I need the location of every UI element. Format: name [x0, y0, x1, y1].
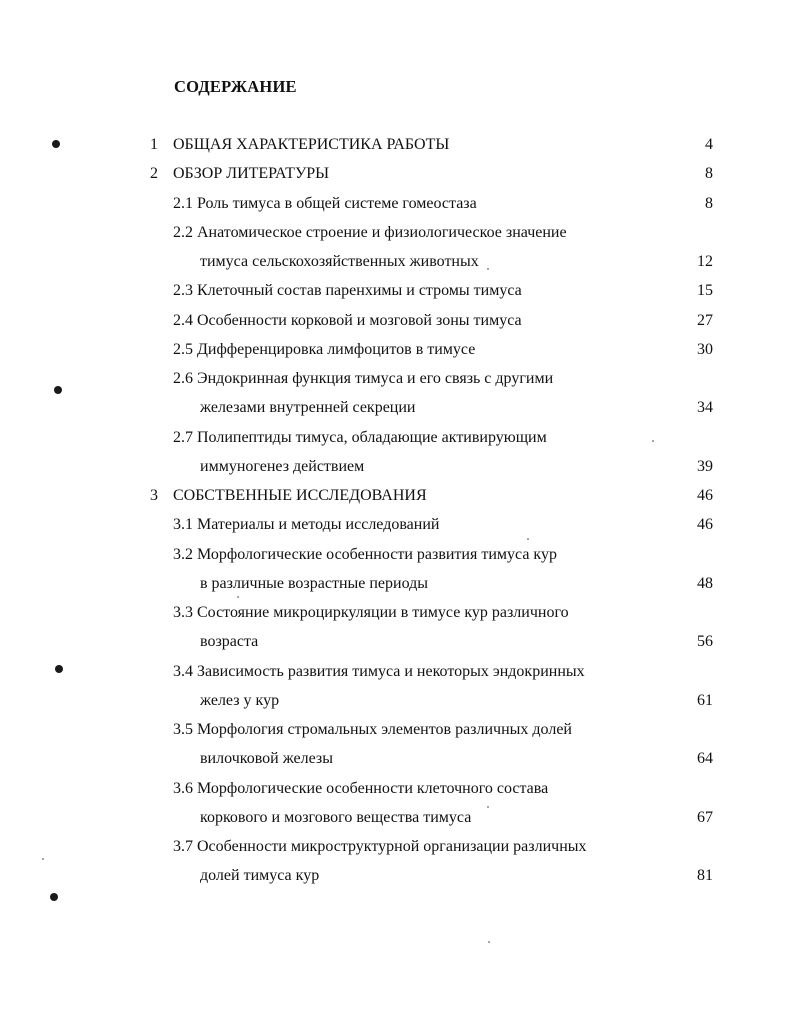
toc-entry [0, 364, 795, 393]
toc-entry-page-number: 12 [697, 253, 713, 270]
toc-entry-title: СОБСТВЕННЫЕ ИССЛЕДОВАНИЯ [173, 487, 427, 504]
toc-entry-title: железами внутренней секреции [200, 399, 416, 417]
toc-entry-page-number: 61 [697, 691, 713, 709]
toc-entry [0, 510, 795, 539]
toc-entry [0, 306, 795, 335]
toc-entry-page-number: 34 [697, 399, 713, 417]
toc-entry [0, 393, 795, 422]
toc-entry [0, 218, 795, 247]
toc-entry-title: 3.7 Особенности микроструктурной организации различных [173, 838, 587, 855]
toc-entry-title: 2.1 Роль тимуса в общей системе гомеостаза [173, 194, 477, 212]
punch-hole-marker [52, 140, 60, 148]
scan-speck [42, 858, 44, 860]
toc-entry-title: тимуса сельскохозяйственных животных [200, 253, 479, 270]
toc-entry-title: 3.2 Морфологические особенности развития тимуса кур [173, 545, 557, 563]
toc-entry-title: 3.3 Состояние микроциркуляции в тимусе кур различного [173, 604, 569, 621]
toc-entry-title: вилочковой железы [200, 750, 333, 768]
toc-entry [0, 627, 795, 656]
toc-entry [0, 861, 795, 890]
toc-entry [0, 159, 795, 188]
toc-entry-title: 3.5 Морфология стромальных элементов различных долей [173, 721, 572, 738]
table-of-contents [0, 130, 795, 891]
toc-entry-page-number: 46 [697, 516, 713, 534]
scan-speck [487, 806, 489, 808]
toc-entry-title: в различные возрастные периоды [200, 574, 429, 592]
toc-entry-title: ОБЗОР ЛИТЕРАТУРЫ [173, 165, 330, 183]
toc-entry [0, 423, 795, 452]
toc-entry-page-number: 8 [705, 194, 713, 212]
page-title: СОДЕРЖАНИЕ [174, 77, 297, 96]
toc-entry [0, 335, 795, 364]
toc-entry-title: коркового и мозгового вещества тимуса [200, 808, 472, 826]
toc-entry-number: 1 [150, 136, 158, 153]
toc-entry-title: 2.6 Эндокринная функция тимуса и его связь с другими [173, 370, 554, 387]
toc-entry [0, 481, 795, 510]
toc-entry [0, 774, 795, 803]
toc-entry-title: иммуногенез действием [200, 457, 365, 475]
punch-hole-marker [54, 386, 62, 394]
toc-entry [0, 803, 795, 832]
punch-hole-marker [55, 665, 63, 673]
toc-entry [0, 598, 795, 627]
toc-entry [0, 540, 795, 569]
toc-entry [0, 247, 795, 276]
toc-entry-title: 2.2 Анатомическое строение и физиологическое значение [173, 223, 567, 241]
toc-entry-page-number: 81 [697, 867, 713, 885]
toc-entry [0, 832, 795, 861]
scan-speck [488, 941, 490, 943]
toc-entry [0, 744, 795, 773]
toc-entry-page-number: 39 [697, 457, 713, 475]
toc-entry-title: 2.4 Особенности корковой и мозговой зоны тимуса [173, 311, 522, 329]
scan-speck [652, 440, 654, 442]
toc-entry [0, 189, 795, 218]
toc-entry-title: 3.4 Зависимость развития тимуса и некоторых эндокринных [173, 662, 585, 680]
toc-entry-number: 2 [150, 165, 158, 183]
toc-entry-title: долей тимуса кур [200, 867, 320, 885]
toc-entry-page-number: 4 [705, 136, 713, 153]
scan-speck [527, 538, 529, 540]
toc-entry [0, 715, 795, 744]
toc-entry-title: 3.6 Морфологические особенности клеточного состава [173, 779, 549, 797]
toc-entry [0, 276, 795, 305]
toc-entry-title: 2.3 Клеточный состав паренхимы и стромы тимуса [173, 282, 522, 300]
scan-speck [237, 596, 239, 598]
toc-entry-title: 2.7 Полипептиды тимуса, обладающие активирующим [173, 428, 547, 446]
toc-entry-page-number: 8 [705, 165, 713, 183]
toc-entry-page-number: 30 [697, 340, 713, 358]
toc-entry-page-number: 48 [697, 574, 713, 592]
scan-speck [487, 268, 489, 270]
toc-entry [0, 657, 795, 686]
toc-entry-page-number: 27 [697, 311, 713, 329]
toc-entry [0, 686, 795, 715]
toc-entry-title: возраста [200, 633, 259, 651]
toc-entry-page-number: 46 [697, 487, 713, 504]
toc-entry-title: желез у кур [200, 691, 280, 709]
toc-entry [0, 452, 795, 481]
toc-entry-page-number: 64 [697, 750, 713, 768]
toc-entry-page-number: 56 [697, 633, 713, 651]
toc-entry [0, 569, 795, 598]
toc-entry-number: 3 [150, 487, 158, 504]
toc-entry-title: ОБЩАЯ ХАРАКТЕРИСТИКА РАБОТЫ [173, 136, 450, 153]
toc-entry-title: 2.5 Дифференцировка лимфоцитов в тимусе [173, 340, 476, 358]
toc-entry-page-number: 67 [697, 808, 713, 826]
punch-hole-marker [50, 893, 58, 901]
toc-entry [0, 130, 795, 159]
toc-entry-title: 3.1 Материалы и методы исследований [173, 516, 440, 534]
toc-entry-page-number: 15 [697, 282, 713, 300]
